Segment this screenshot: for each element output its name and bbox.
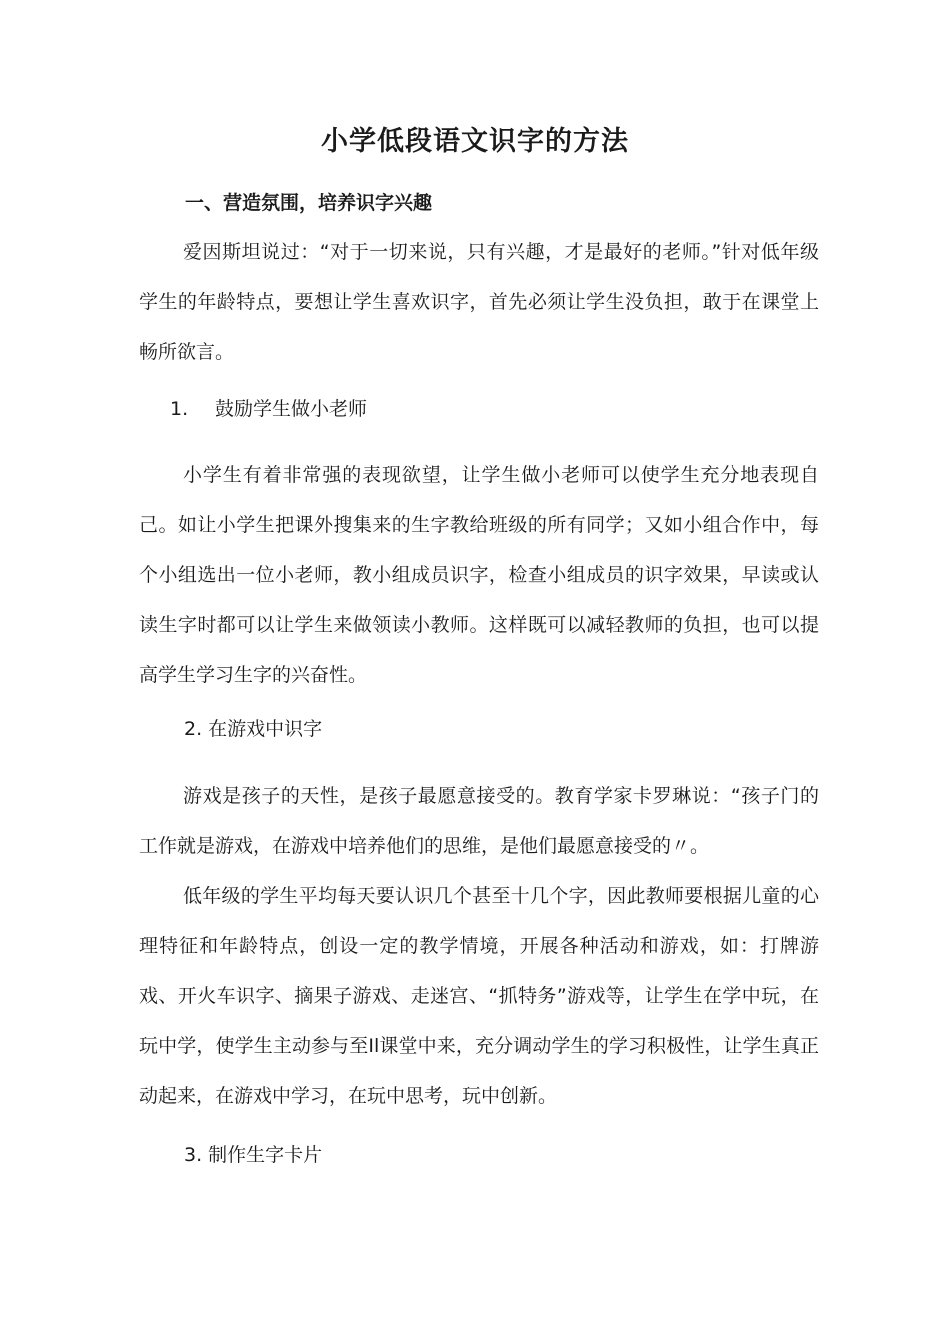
list-item-label: 3. 制作生字卡片: [184, 1144, 323, 1166]
paragraph-intro: 爱因斯坦说过：“对于一切来说，只有兴趣，才是最好的老师。”针对低年级学生的年龄特点，要想让学生喜欢识字，首先必须让学生没负担，敢于在课堂上畅所欲言。: [139, 241, 819, 363]
paragraph-item2b: 低年级的学生平均每天要认识几个甚至十几个字，因此教师要根据儿童的心理特征和年龄特点，创设一定的教学情境，开展各种活动和游戏，如：打牌游戏、开火车识字、摘果子游戏、走迷宫、“抓特务”游戏等，让学生在学中玩，在玩中学，使学生主动参与至Il课堂中来，充分调动学生的学习积极性，让学生真正动起来，在游戏中学习，在玩中思考，玩中创新。: [139, 885, 819, 1107]
list-item-label: 2. 在游戏中识字: [184, 718, 323, 740]
paragraph-item2a: 游戏是孩子的天性，是孩子最愿意接受的。教育学家卡罗琳说：“孩子门的工作就是游戏，在游戏中培养他们的思维，是他们最愿意接受的〃。: [139, 785, 819, 857]
list-item-number: 1.: [170, 398, 189, 420]
paragraph-item1: 小学生有着非常强的表现欲望，让学生做小老师可以使学生充分地表现自己。如让小学生把课外搜集来的生字教给班级的所有同学；又如小组合作中，每个小组选出一位小老师，教小组成员识字，检查小组成员的识字效果，早读或认读生字时都可以让学生来做领读小教师。这样既可以减轻教师的负担，也可以提高学生学习生字的兴奋性。: [139, 464, 819, 686]
section-heading: 一、营造氛围，培养识字兴趣: [185, 192, 433, 214]
list-item-label: 鼓励学生做小老师: [215, 398, 368, 420]
page-title: 小学低段语文识字的方法: [321, 126, 629, 157]
